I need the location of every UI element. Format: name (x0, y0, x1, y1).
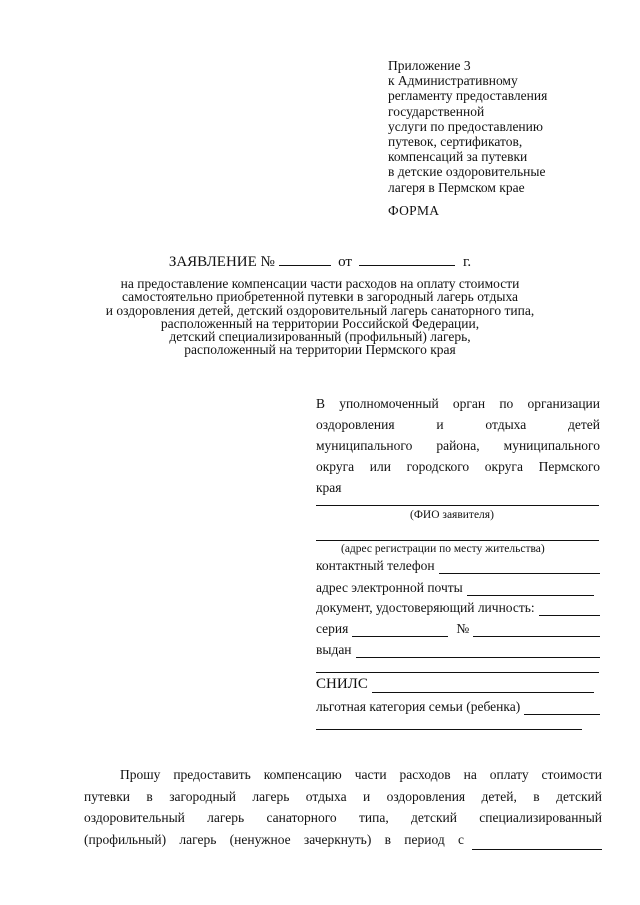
snils-field (316, 676, 594, 693)
issued-by-field (316, 642, 600, 658)
appendix-line: государственной (388, 103, 485, 119)
subtitle-line: на предоставление компенсации части расходов на оплату стоимости (120, 276, 520, 291)
snils-label: СНИЛС (316, 676, 368, 692)
request-line: (профильный) лагерь (ненужное зачеркнуть) в период с (84, 831, 464, 847)
application-subtitle (0, 277, 640, 357)
identity-doc-label: документ, удостоверяющий личность: (316, 600, 535, 615)
request-line: Прошу предоставить компенсацию части расходов на оплату стоимости (120, 767, 602, 782)
subtitle-line: расположенный на территории Российской Федерации, (160, 315, 480, 331)
series-label: серия (316, 621, 349, 636)
phone-label: контактный телефон (316, 558, 435, 573)
benefit-category-field (316, 699, 600, 715)
appendix-header (388, 58, 547, 195)
appendix-line: компенсаций за путевки (388, 149, 528, 165)
application-title-prefix: ЗАЯВЛЕНИЕ № (168, 254, 275, 270)
addressee-word: оздоровления (316, 417, 395, 432)
issued-by-input-line[interactable] (356, 645, 600, 658)
subtitle-line: и оздоровления детей, детский оздоровительный лагерь санаторного типа, (105, 302, 535, 318)
appendix-line: к Административному (388, 73, 518, 89)
address-input-line[interactable] (316, 540, 599, 541)
series-number-field (316, 621, 600, 637)
subtitle-line: расположенный на территории Пермского края (184, 342, 456, 358)
form-label: ФОРМА (388, 203, 440, 218)
snils-input-line[interactable] (372, 680, 594, 693)
benefit-category-input-line[interactable] (524, 702, 600, 715)
request-line: оздоровительный лагерь санаторного типа, детский специализированный (84, 810, 602, 825)
benefit-category-continuation-line[interactable] (316, 729, 582, 730)
period-start-input-line[interactable] (472, 837, 602, 850)
addressee-line: муниципального района, муниципального (316, 438, 600, 453)
benefit-category-label: льготная категория семьи (ребенка) (316, 699, 521, 714)
addressee-word: отдыха (485, 417, 527, 432)
address-caption: (адрес регистрации по месту жительства) (341, 543, 545, 555)
addressee-line: В уполномоченный орган по организации (316, 396, 600, 411)
fio-input-line[interactable] (316, 505, 599, 506)
number-input-line[interactable] (473, 624, 600, 637)
number-sign-label: № (456, 621, 470, 636)
appendix-line: путевок, сертификатов, (388, 134, 523, 150)
fio-caption: (ФИО заявителя) (410, 509, 494, 521)
addressee-block (316, 393, 600, 498)
request-paragraph (84, 764, 602, 850)
appendix-line: регламенту предоставления (388, 88, 548, 104)
appendix-line: услуги по предоставлению (388, 118, 543, 134)
addressee-word: и (436, 417, 444, 432)
email-field (316, 580, 594, 596)
application-year-suffix: г. (462, 254, 472, 270)
series-input-line[interactable] (352, 624, 448, 637)
addressee-word: детей (568, 417, 600, 432)
application-date-field[interactable] (359, 253, 455, 266)
email-input-line[interactable] (467, 583, 594, 596)
issued-by-label: выдан (316, 642, 352, 657)
appendix-line: лагеря в Пермском крае (388, 179, 525, 195)
subtitle-line: детский специализированный (профильный) лагерь, (169, 329, 471, 345)
addressee-line: округа или городского округа Пермского (316, 459, 600, 474)
application-number-field[interactable] (279, 253, 331, 266)
addressee-line: края (316, 480, 342, 495)
request-line-with-date (84, 829, 602, 851)
email-label: адрес электронной почты (316, 580, 463, 595)
request-line: путевки в загородный лагерь отдыха и оздоровления детей, в детский (84, 788, 602, 804)
identity-doc-field (316, 600, 600, 616)
application-from-word: от (338, 254, 352, 270)
application-title (0, 253, 640, 271)
phone-field (316, 558, 600, 574)
identity-doc-input-line[interactable] (539, 603, 600, 616)
issued-by-continuation-line[interactable] (316, 672, 599, 673)
addressee-line (316, 414, 600, 435)
subtitle-line: самостоятельно приобретенной путевки в загородный лагерь отдыха (121, 289, 519, 305)
appendix-line: в детские оздоровительные (388, 164, 546, 180)
appendix-line: Приложение 3 (388, 58, 471, 73)
phone-input-line[interactable] (439, 561, 600, 574)
